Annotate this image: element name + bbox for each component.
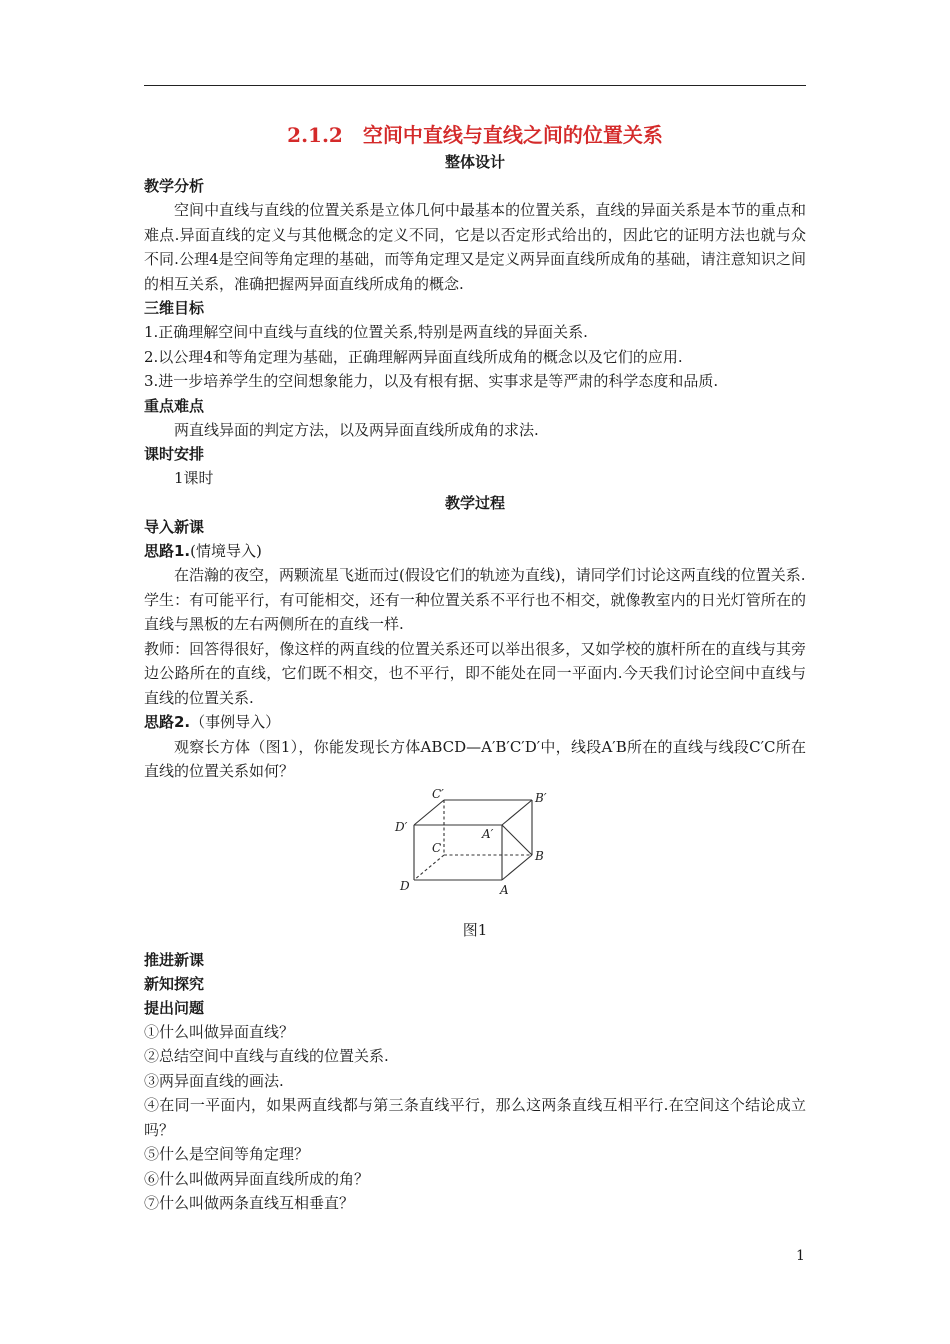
- idea1-tag: (情境导入): [190, 541, 262, 560]
- question-item: ④在同一平面内，如果两直线都与第三条直线平行，那么这两条直线互相平行.在空间这个结论成立吗？: [144, 1096, 806, 1139]
- idea2-line: [144, 710, 806, 735]
- label-a1: A′: [482, 826, 494, 841]
- question-item: ⑥什么叫做两异面直线所成的角？: [144, 1169, 370, 1188]
- page-number: 1: [796, 1248, 805, 1264]
- document-body: [144, 120, 806, 1216]
- teaching-analysis-text: 空间中直线与直线的位置关系是立体几何中最基本的位置关系，直线的异面关系是本节的重点和难点.异面直线的定义与其他概念的定义不同，它是以否定形式给出的，因此它的证明方法也就与众不同.公理4是空间等角定理的基础，而等角定理又是定义两异面直线所成角的基础，请注意知识之间的相互关系，准确把握两异面直线所成角的概念.: [144, 201, 806, 293]
- edge-a1b: [502, 825, 532, 855]
- idea2-text: 观察长方体（图1），你能发现长方体ABCD—A′B′C′D′中，线段A′B所在的直线与线段C′C所在直线的位置关系如何？: [144, 737, 806, 780]
- idea2-tag: （事例导入）: [190, 713, 281, 731]
- idea1-line: [144, 539, 806, 564]
- edge-ba: [502, 855, 532, 880]
- subtitle: 整体设计: [444, 153, 505, 171]
- heading-questions: 提出问题: [144, 998, 205, 1017]
- idea1-text: 在浩瀚的夜空，两颗流星飞逝而过(假设它们的轨迹为直线)，请同学们讨论这两直线的位置关系.: [174, 566, 806, 584]
- heading-intro: 导入新课: [144, 517, 205, 536]
- idea2-label: 思路2.: [144, 713, 191, 731]
- page-title: 2.1.2 空间中直线与直线之间的位置关系: [287, 123, 663, 147]
- heading-advance: 推进新课: [144, 950, 205, 969]
- edge-cd-hidden: [414, 855, 444, 880]
- header-rule: [144, 85, 806, 86]
- edge-d1c1: [414, 800, 444, 825]
- label-b1: B′: [535, 790, 547, 805]
- heading-teaching-analysis: 教学分析: [144, 177, 205, 195]
- heading-key-points: 重点难点: [144, 396, 205, 415]
- schedule-text: 1课时: [174, 469, 214, 487]
- objective-item: 2.以公理4和等角定理为基础，正确理解两异面直线所成角的概念以及它们的应用.: [144, 347, 683, 366]
- label-a: A: [500, 882, 509, 897]
- heading-process: 教学过程: [444, 493, 505, 512]
- question-item: ①什么叫做异面直线？: [144, 1022, 295, 1041]
- objective-item: 3.进一步培养学生的空间想象能力，以及有根有据、实事求是等严肃的科学态度和品质.: [144, 372, 719, 390]
- heading-schedule: 课时安排: [144, 445, 205, 463]
- label-c1: C′: [432, 787, 444, 801]
- figure-caption: 图1: [462, 920, 488, 939]
- cuboid-diagram: [394, 788, 564, 906]
- heading-explore: 新知探究: [144, 974, 205, 993]
- figure-cuboid: [144, 788, 806, 918]
- student-text: 学生：有可能平行，有可能相交，还有一种位置关系不平行也不相交，就像教室内的日光灯管所在的直线与黑板的左右两侧所在的直线一样.: [144, 590, 806, 633]
- label-b: B: [535, 848, 544, 863]
- label-d1: D′: [395, 819, 408, 834]
- label-d: D: [400, 878, 410, 893]
- question-item: ⑤什么是空间等角定理？: [144, 1145, 310, 1163]
- question-item: ③两异面直线的画法.: [144, 1071, 284, 1090]
- objective-item: 1.正确理解空间中直线与直线的位置关系,特别是两直线的异面关系.: [144, 323, 588, 341]
- edge-b1a1: [502, 800, 532, 825]
- question-item: ⑦什么叫做两条直线互相垂直？: [144, 1194, 355, 1212]
- key-points-text: 两直线异面的判定方法，以及两异面直线所成角的求法.: [174, 420, 539, 439]
- teacher-text: 教师：回答得很好，像这样的两直线的位置关系还可以举出很多，又如学校的旗杆所在的直线与其旁边公路所在的直线，它们既不相交，也不平行，即不能处在同一平面内.今天我们讨论空间中直线与直线的位置关系.: [144, 639, 806, 707]
- idea1-label: 思路1.: [144, 541, 191, 560]
- heading-objectives: 三维目标: [144, 299, 205, 317]
- label-c: C: [432, 840, 442, 855]
- question-item: ②总结空间中直线与直线的位置关系.: [144, 1047, 389, 1065]
